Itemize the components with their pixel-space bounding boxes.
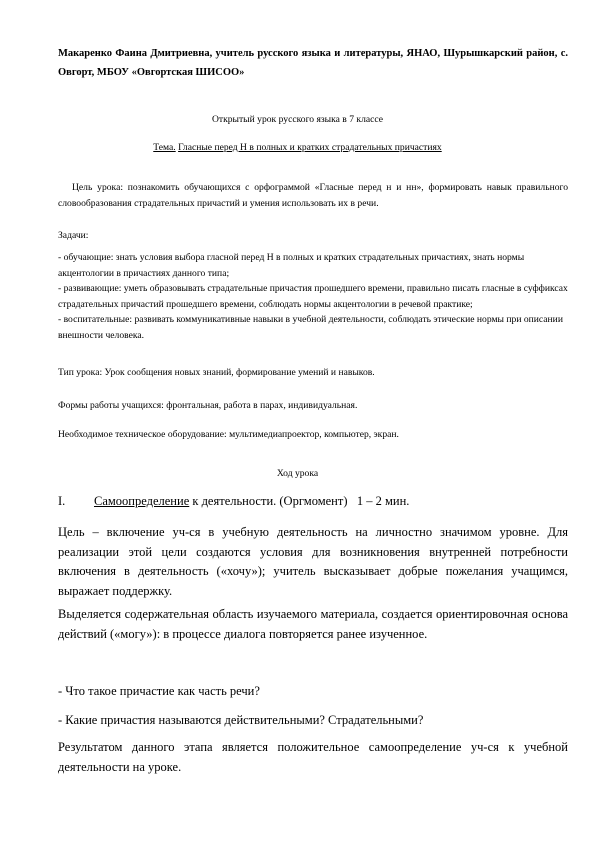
task-item-teaching: - обучающие: знать условия выбора гласной перед Н в полных и кратких страдательных причастиях, знать нормы акцентологии в причастиях данного типа; [58, 252, 525, 279]
tasks-list [58, 250, 568, 343]
lesson-type: Тип урока: Урок сообщения новых знаний, формирование умений и навыков. [58, 367, 375, 378]
task-item-educational: - воспитательные: развивать коммуникативные навыки в учебной деятельности, соблюдать этические нормы при описании внешности человека. [58, 314, 563, 341]
stage-heading [58, 492, 568, 510]
lesson-goal: Цель урока: познакомить обучающихся с орфограммой «Гласные перед н и нн», формировать навык правильного словообразования страдательных причастий и умения использовать их в речи. [58, 182, 568, 209]
stage-title-rest: к деятельности. (Оргмомент) 1 – 2 мин. [189, 494, 410, 508]
equipment: Необходимое техническое оборудование: мультимедиапроектор, компьютер, экран. [58, 429, 399, 440]
work-forms: Формы работы учащихся: фронтальная, работа в парах, индивидуальная. [58, 400, 358, 411]
lesson-title: Открытый урок русского языка в 7 классе [211, 114, 384, 125]
paragraph-result: Результатом данного этапа является положительное самоопределение уч-ся к учебной деятельности на уроке. [58, 740, 568, 774]
paragraph-goal: Цель – включение уч-ся в учебную деятельность на личностно значимом уровне. Для реализации этой цели создаются условия для возникновения внутренней потребности включения в деятельность («хочу»); учитель высказывает добрые пожелания учащимся, выражает поддержку. [58, 525, 568, 598]
topic-label: Тема. [153, 142, 176, 153]
lesson-topic [0, 142, 595, 153]
author-info: Макаренко Фаина Дмитриевна, учитель русского языка и литературы, ЯНАО, Шурышкарский район, с. Овгорт, МБОУ «Овгортская ШИСОО» [58, 48, 568, 78]
topic-text: Гласные перед Н в полных и кратких страдательных причастиях [178, 142, 442, 153]
stage-title-underlined: Самоопределение [94, 494, 190, 508]
paragraph-content-area: Выделяется содержательная область изучаемого материала, создается ориентировочная основа действий («могу»): в процессе диалога повторяется ранее изученное. [58, 607, 568, 641]
question-item: - Какие причастия называются действительными? Страдательными? [58, 713, 424, 727]
stage-number: I. [58, 494, 66, 508]
task-item-developing: - развивающие: уметь образовывать страдательные причастия прошедшего времени, правильно писать гласные в суффиксах страдательных причастий прошедшего времени, соблюдать нормы акцентологии в речевой практике; [58, 283, 568, 310]
course-heading: Ход урока [276, 468, 319, 479]
tasks-heading: Задачи: [58, 230, 89, 241]
question-item: - Что такое причастие как часть речи? [58, 684, 260, 698]
